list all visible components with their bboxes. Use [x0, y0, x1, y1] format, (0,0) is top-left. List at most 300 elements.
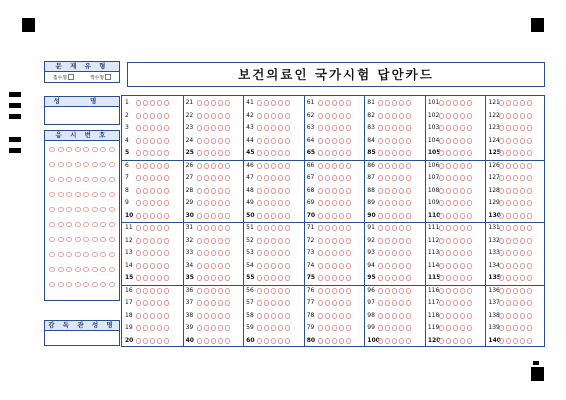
answer-bubble[interactable]: [499, 138, 504, 144]
answer-bubble[interactable]: [392, 263, 397, 269]
answer-bubble[interactable]: [204, 313, 209, 319]
answer-bubble[interactable]: [399, 138, 404, 144]
answer-bubble[interactable]: [392, 325, 397, 331]
answer-bubble[interactable]: [157, 275, 162, 281]
answer-bubble[interactable]: [467, 100, 472, 106]
answer-bubble[interactable]: [385, 200, 390, 206]
answer-bubble[interactable]: [439, 338, 444, 344]
answer-bubble[interactable]: [136, 275, 141, 281]
answer-bubble[interactable]: [143, 263, 148, 269]
answer-bubble[interactable]: [278, 325, 283, 331]
answer-bubble[interactable]: [520, 288, 525, 294]
answer-bubble[interactable]: [325, 288, 330, 294]
answer-bubble[interactable]: [218, 300, 223, 306]
answer-bubble[interactable]: [264, 163, 269, 169]
answer-bubble[interactable]: [385, 325, 390, 331]
answer-bubble[interactable]: [385, 288, 390, 294]
answer-bubble[interactable]: [520, 175, 525, 181]
answer-bubble[interactable]: [264, 338, 269, 344]
answer-bubble[interactable]: [211, 200, 216, 206]
exam-number-bubble[interactable]: [92, 282, 98, 287]
answer-bubble[interactable]: [211, 138, 216, 144]
exam-number-bubble[interactable]: [92, 162, 98, 167]
answer-bubble[interactable]: [453, 300, 458, 306]
exam-number-bubble[interactable]: [58, 222, 64, 227]
exam-number-bubble[interactable]: [75, 237, 81, 242]
answer-bubble[interactable]: [467, 225, 472, 231]
answer-bubble[interactable]: [439, 263, 444, 269]
answer-bubble[interactable]: [453, 313, 458, 319]
answer-bubble[interactable]: [513, 238, 518, 244]
answer-bubble[interactable]: [467, 238, 472, 244]
answer-bubble[interactable]: [346, 138, 351, 144]
answer-bubble[interactable]: [385, 238, 390, 244]
answer-bubble[interactable]: [460, 125, 465, 131]
answer-bubble[interactable]: [285, 263, 290, 269]
answer-bubble[interactable]: [527, 200, 532, 206]
answer-bubble[interactable]: [278, 225, 283, 231]
exam-number-bubble[interactable]: [109, 192, 115, 197]
answer-bubble[interactable]: [406, 338, 411, 344]
answer-bubble[interactable]: [271, 188, 276, 194]
answer-bubble[interactable]: [339, 300, 344, 306]
exam-number-bubble[interactable]: [83, 147, 89, 152]
answer-bubble[interactable]: [439, 238, 444, 244]
answer-bubble[interactable]: [392, 300, 397, 306]
answer-bubble[interactable]: [453, 238, 458, 244]
odd-type-option[interactable]: [53, 74, 74, 81]
answer-bubble[interactable]: [513, 138, 518, 144]
answer-bubble[interactable]: [157, 125, 162, 131]
exam-number-bubble[interactable]: [49, 282, 55, 287]
answer-bubble[interactable]: [164, 225, 169, 231]
answer-bubble[interactable]: [513, 325, 518, 331]
answer-bubble[interactable]: [164, 238, 169, 244]
answer-bubble[interactable]: [339, 313, 344, 319]
answer-bubble[interactable]: [264, 200, 269, 206]
answer-bubble[interactable]: [378, 125, 383, 131]
answer-bubble[interactable]: [164, 175, 169, 181]
answer-bubble[interactable]: [520, 325, 525, 331]
answer-bubble[interactable]: [460, 188, 465, 194]
answer-bubble[interactable]: [527, 150, 532, 156]
answer-bubble[interactable]: [399, 288, 404, 294]
answer-bubble[interactable]: [150, 113, 155, 119]
answer-bubble[interactable]: [271, 100, 276, 106]
answer-bubble[interactable]: [406, 325, 411, 331]
answer-bubble[interactable]: [278, 313, 283, 319]
answer-bubble[interactable]: [257, 338, 262, 344]
answer-bubble[interactable]: [346, 125, 351, 131]
answer-bubble[interactable]: [211, 113, 216, 119]
answer-bubble[interactable]: [399, 338, 404, 344]
answer-bubble[interactable]: [399, 113, 404, 119]
answer-bubble[interactable]: [385, 125, 390, 131]
answer-bubble[interactable]: [257, 175, 262, 181]
answer-bubble[interactable]: [164, 138, 169, 144]
answer-bubble[interactable]: [467, 175, 472, 181]
answer-bubble[interactable]: [143, 325, 148, 331]
exam-number-bubble[interactable]: [49, 252, 55, 257]
answer-bubble[interactable]: [197, 250, 202, 256]
answer-bubble[interactable]: [197, 213, 202, 219]
answer-bubble[interactable]: [499, 275, 504, 281]
answer-bubble[interactable]: [346, 188, 351, 194]
answer-bubble[interactable]: [143, 238, 148, 244]
answer-bubble[interactable]: [506, 100, 511, 106]
answer-bubble[interactable]: [325, 188, 330, 194]
answer-bubble[interactable]: [136, 163, 141, 169]
exam-number-bubble[interactable]: [83, 162, 89, 167]
answer-bubble[interactable]: [339, 100, 344, 106]
answer-bubble[interactable]: [136, 263, 141, 269]
answer-bubble[interactable]: [446, 150, 451, 156]
answer-bubble[interactable]: [218, 263, 223, 269]
answer-bubble[interactable]: [513, 288, 518, 294]
answer-bubble[interactable]: [406, 138, 411, 144]
answer-bubble[interactable]: [197, 125, 202, 131]
answer-bubble[interactable]: [346, 225, 351, 231]
answer-bubble[interactable]: [204, 175, 209, 181]
answer-bubble[interactable]: [136, 150, 141, 156]
answer-bubble[interactable]: [136, 238, 141, 244]
answer-bubble[interactable]: [325, 100, 330, 106]
answer-bubble[interactable]: [285, 213, 290, 219]
answer-bubble[interactable]: [271, 300, 276, 306]
exam-number-bubble[interactable]: [58, 252, 64, 257]
answer-bubble[interactable]: [339, 225, 344, 231]
answer-bubble[interactable]: [332, 150, 337, 156]
answer-bubble[interactable]: [499, 150, 504, 156]
answer-bubble[interactable]: [325, 263, 330, 269]
answer-bubble[interactable]: [339, 275, 344, 281]
answer-bubble[interactable]: [278, 138, 283, 144]
answer-bubble[interactable]: [527, 113, 532, 119]
answer-bubble[interactable]: [378, 313, 383, 319]
answer-bubble[interactable]: [520, 263, 525, 269]
answer-bubble[interactable]: [257, 200, 262, 206]
answer-bubble[interactable]: [453, 288, 458, 294]
answer-bubble[interactable]: [406, 188, 411, 194]
answer-bubble[interactable]: [257, 225, 262, 231]
answer-bubble[interactable]: [218, 325, 223, 331]
exam-number-bubble[interactable]: [75, 147, 81, 152]
exam-number-bubble[interactable]: [49, 177, 55, 182]
answer-bubble[interactable]: [204, 288, 209, 294]
answer-bubble[interactable]: [257, 313, 262, 319]
answer-bubble[interactable]: [285, 150, 290, 156]
answer-bubble[interactable]: [385, 225, 390, 231]
answer-bubble[interactable]: [439, 163, 444, 169]
answer-bubble[interactable]: [385, 138, 390, 144]
answer-bubble[interactable]: [467, 113, 472, 119]
answer-bubble[interactable]: [467, 275, 472, 281]
exam-number-bubble[interactable]: [75, 267, 81, 272]
answer-bubble[interactable]: [520, 188, 525, 194]
answer-bubble[interactable]: [204, 250, 209, 256]
answer-bubble[interactable]: [325, 150, 330, 156]
answer-bubble[interactable]: [197, 325, 202, 331]
answer-bubble[interactable]: [378, 225, 383, 231]
answer-bubble[interactable]: [271, 238, 276, 244]
answer-bubble[interactable]: [460, 163, 465, 169]
answer-bubble[interactable]: [318, 263, 323, 269]
answer-bubble[interactable]: [218, 100, 223, 106]
answer-bubble[interactable]: [406, 300, 411, 306]
answer-bubble[interactable]: [150, 188, 155, 194]
answer-bubble[interactable]: [197, 200, 202, 206]
answer-bubble[interactable]: [278, 300, 283, 306]
answer-bubble[interactable]: [264, 125, 269, 131]
answer-bubble[interactable]: [378, 263, 383, 269]
answer-bubble[interactable]: [197, 188, 202, 194]
answer-bubble[interactable]: [164, 213, 169, 219]
answer-bubble[interactable]: [136, 338, 141, 344]
answer-bubble[interactable]: [218, 200, 223, 206]
exam-number-bubble[interactable]: [58, 282, 64, 287]
answer-bubble[interactable]: [399, 200, 404, 206]
answer-bubble[interactable]: [164, 288, 169, 294]
answer-bubble[interactable]: [150, 225, 155, 231]
answer-bubble[interactable]: [453, 250, 458, 256]
answer-bubble[interactable]: [527, 300, 532, 306]
answer-bubble[interactable]: [506, 288, 511, 294]
answer-bubble[interactable]: [385, 338, 390, 344]
exam-number-bubble[interactable]: [92, 267, 98, 272]
answer-bubble[interactable]: [157, 163, 162, 169]
answer-bubble[interactable]: [325, 338, 330, 344]
answer-bubble[interactable]: [439, 100, 444, 106]
answer-bubble[interactable]: [392, 250, 397, 256]
answer-bubble[interactable]: [406, 238, 411, 244]
answer-bubble[interactable]: [513, 275, 518, 281]
answer-bubble[interactable]: [399, 238, 404, 244]
answer-bubble[interactable]: [204, 225, 209, 231]
answer-bubble[interactable]: [527, 125, 532, 131]
answer-bubble[interactable]: [446, 325, 451, 331]
answer-bubble[interactable]: [164, 250, 169, 256]
answer-bubble[interactable]: [406, 250, 411, 256]
answer-bubble[interactable]: [339, 325, 344, 331]
answer-bubble[interactable]: [257, 100, 262, 106]
answer-bubble[interactable]: [467, 188, 472, 194]
answer-bubble[interactable]: [378, 175, 383, 181]
answer-bubble[interactable]: [332, 163, 337, 169]
answer-bubble[interactable]: [392, 113, 397, 119]
answer-bubble[interactable]: [506, 275, 511, 281]
answer-bubble[interactable]: [339, 263, 344, 269]
exam-number-bubble[interactable]: [75, 207, 81, 212]
answer-bubble[interactable]: [136, 225, 141, 231]
answer-bubble[interactable]: [513, 225, 518, 231]
answer-bubble[interactable]: [150, 250, 155, 256]
exam-number-bubble[interactable]: [49, 147, 55, 152]
answer-bubble[interactable]: [513, 100, 518, 106]
answer-bubble[interactable]: [406, 125, 411, 131]
answer-bubble[interactable]: [157, 338, 162, 344]
answer-bubble[interactable]: [285, 325, 290, 331]
answer-bubble[interactable]: [520, 200, 525, 206]
answer-bubble[interactable]: [446, 100, 451, 106]
answer-bubble[interactable]: [378, 300, 383, 306]
answer-bubble[interactable]: [385, 275, 390, 281]
answer-bubble[interactable]: [285, 275, 290, 281]
answer-bubble[interactable]: [204, 300, 209, 306]
exam-number-bubble[interactable]: [75, 252, 81, 257]
answer-bubble[interactable]: [406, 200, 411, 206]
answer-bubble[interactable]: [278, 188, 283, 194]
answer-bubble[interactable]: [285, 100, 290, 106]
answer-bubble[interactable]: [325, 300, 330, 306]
answer-bubble[interactable]: [197, 113, 202, 119]
answer-bubble[interactable]: [378, 113, 383, 119]
answer-bubble[interactable]: [271, 225, 276, 231]
answer-bubble[interactable]: [271, 175, 276, 181]
answer-bubble[interactable]: [399, 175, 404, 181]
answer-bubble[interactable]: [318, 313, 323, 319]
answer-bubble[interactable]: [392, 213, 397, 219]
exam-number-bubble[interactable]: [109, 237, 115, 242]
exam-number-digit-column[interactable]: [49, 143, 56, 296]
answer-bubble[interactable]: [150, 338, 155, 344]
answer-bubble[interactable]: [513, 113, 518, 119]
answer-bubble[interactable]: [506, 175, 511, 181]
answer-bubble[interactable]: [264, 250, 269, 256]
answer-bubble[interactable]: [346, 100, 351, 106]
answer-bubble[interactable]: [346, 313, 351, 319]
answer-bubble[interactable]: [271, 288, 276, 294]
answer-bubble[interactable]: [527, 175, 532, 181]
answer-bubble[interactable]: [285, 288, 290, 294]
answer-bubble[interactable]: [164, 300, 169, 306]
answer-bubble[interactable]: [204, 125, 209, 131]
answer-bubble[interactable]: [332, 338, 337, 344]
answer-bubble[interactable]: [460, 313, 465, 319]
answer-bubble[interactable]: [211, 213, 216, 219]
answer-bubble[interactable]: [257, 238, 262, 244]
answer-bubble[interactable]: [278, 200, 283, 206]
answer-bubble[interactable]: [527, 288, 532, 294]
answer-bubble[interactable]: [513, 188, 518, 194]
answer-bubble[interactable]: [499, 113, 504, 119]
answer-bubble[interactable]: [264, 313, 269, 319]
answer-bubble[interactable]: [467, 150, 472, 156]
answer-bubble[interactable]: [453, 225, 458, 231]
answer-bubble[interactable]: [399, 100, 404, 106]
answer-bubble[interactable]: [271, 163, 276, 169]
even-type-checkbox[interactable]: [105, 74, 111, 80]
answer-bubble[interactable]: [406, 225, 411, 231]
answer-bubble[interactable]: [164, 325, 169, 331]
answer-bubble[interactable]: [332, 188, 337, 194]
exam-number-bubble[interactable]: [49, 162, 55, 167]
answer-bubble[interactable]: [332, 313, 337, 319]
answer-bubble[interactable]: [460, 250, 465, 256]
answer-bubble[interactable]: [257, 125, 262, 131]
answer-bubble[interactable]: [225, 163, 230, 169]
answer-bubble[interactable]: [513, 213, 518, 219]
answer-bubble[interactable]: [520, 138, 525, 144]
answer-bubble[interactable]: [285, 338, 290, 344]
answer-bubble[interactable]: [150, 313, 155, 319]
answer-bubble[interactable]: [332, 175, 337, 181]
answer-bubble[interactable]: [150, 150, 155, 156]
answer-bubble[interactable]: [225, 213, 230, 219]
exam-number-bubble[interactable]: [66, 282, 72, 287]
answer-bubble[interactable]: [446, 300, 451, 306]
answer-bubble[interactable]: [453, 150, 458, 156]
answer-bubble[interactable]: [520, 275, 525, 281]
answer-bubble[interactable]: [446, 113, 451, 119]
answer-bubble[interactable]: [157, 225, 162, 231]
answer-bubble[interactable]: [406, 263, 411, 269]
exam-number-digit-column[interactable]: [75, 143, 82, 296]
exam-number-bubble[interactable]: [66, 237, 72, 242]
answer-bubble[interactable]: [378, 250, 383, 256]
answer-bubble[interactable]: [332, 288, 337, 294]
answer-bubble[interactable]: [339, 125, 344, 131]
answer-bubble[interactable]: [332, 200, 337, 206]
answer-bubble[interactable]: [150, 175, 155, 181]
exam-number-bubble[interactable]: [83, 207, 89, 212]
exam-number-bubble[interactable]: [109, 207, 115, 212]
exam-number-bubble[interactable]: [58, 177, 64, 182]
answer-bubble[interactable]: [204, 275, 209, 281]
answer-bubble[interactable]: [453, 113, 458, 119]
answer-bubble[interactable]: [460, 238, 465, 244]
answer-bubble[interactable]: [446, 213, 451, 219]
answer-bubble[interactable]: [318, 275, 323, 281]
answer-bubble[interactable]: [460, 150, 465, 156]
answer-bubble[interactable]: [225, 263, 230, 269]
answer-bubble[interactable]: [453, 138, 458, 144]
answer-bubble[interactable]: [346, 238, 351, 244]
answer-bubble[interactable]: [520, 213, 525, 219]
answer-bubble[interactable]: [439, 313, 444, 319]
answer-bubble[interactable]: [339, 150, 344, 156]
answer-bubble[interactable]: [225, 150, 230, 156]
exam-number-bubble[interactable]: [66, 192, 72, 197]
answer-bubble[interactable]: [325, 275, 330, 281]
answer-bubble[interactable]: [467, 213, 472, 219]
answer-bubble[interactable]: [211, 250, 216, 256]
answer-bubble[interactable]: [285, 175, 290, 181]
exam-number-bubble[interactable]: [75, 162, 81, 167]
answer-bubble[interactable]: [136, 288, 141, 294]
exam-number-bubble[interactable]: [100, 147, 106, 152]
exam-number-bubble[interactable]: [92, 192, 98, 197]
answer-bubble[interactable]: [271, 325, 276, 331]
exam-number-bubble[interactable]: [66, 222, 72, 227]
answer-bubble[interactable]: [150, 213, 155, 219]
answer-bubble[interactable]: [378, 100, 383, 106]
answer-bubble[interactable]: [218, 138, 223, 144]
answer-bubble[interactable]: [150, 125, 155, 131]
answer-bubble[interactable]: [157, 188, 162, 194]
answer-bubble[interactable]: [460, 275, 465, 281]
answer-bubble[interactable]: [499, 100, 504, 106]
answer-bubble[interactable]: [325, 213, 330, 219]
answer-bubble[interactable]: [143, 213, 148, 219]
answer-bubble[interactable]: [150, 238, 155, 244]
answer-bubble[interactable]: [346, 175, 351, 181]
answer-bubble[interactable]: [346, 250, 351, 256]
answer-bubble[interactable]: [520, 313, 525, 319]
answer-bubble[interactable]: [257, 288, 262, 294]
answer-bubble[interactable]: [467, 125, 472, 131]
answer-bubble[interactable]: [460, 213, 465, 219]
answer-bubble[interactable]: [264, 238, 269, 244]
